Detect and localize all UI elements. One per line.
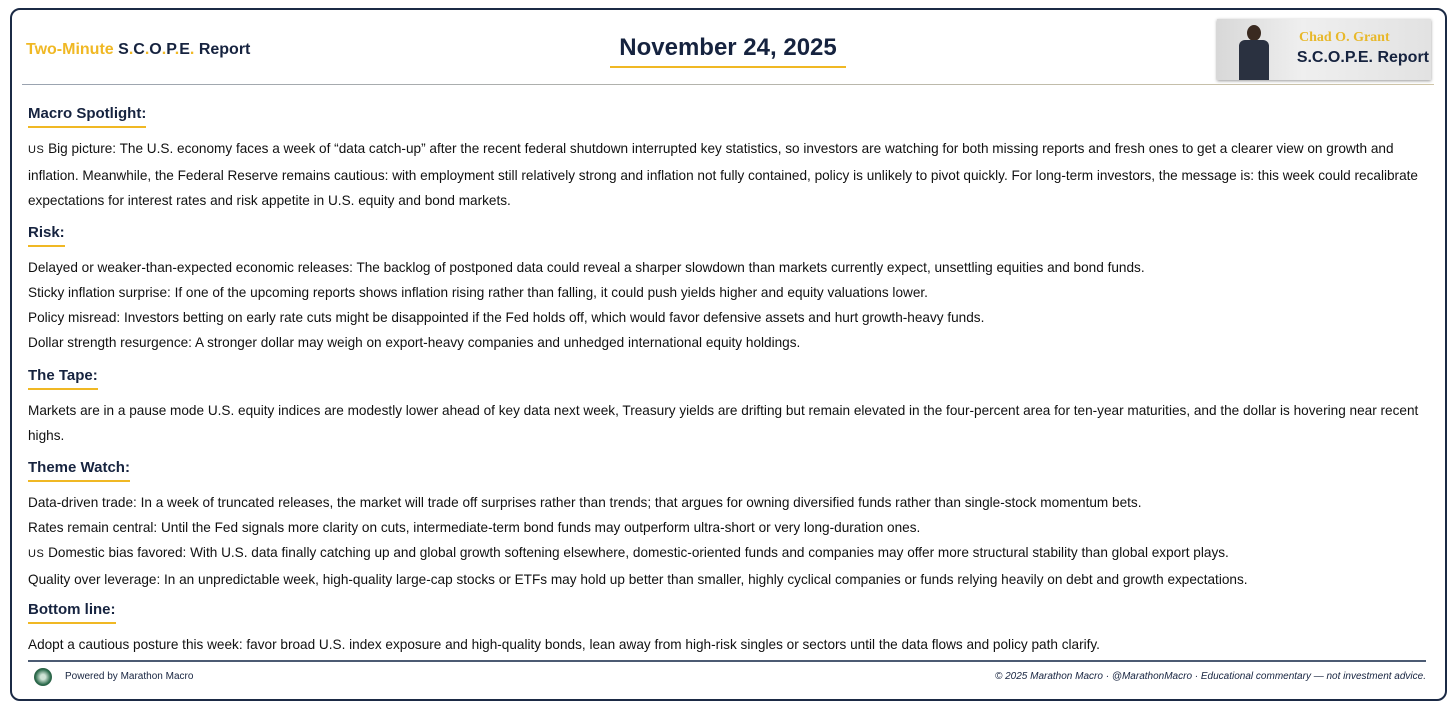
section-heading: Theme Watch:: [28, 459, 130, 482]
section-heading: Macro Spotlight:: [28, 105, 146, 128]
section-heading: Risk:: [28, 224, 65, 247]
section-theme-watch: [28, 459, 1430, 592]
section-paragraph: [28, 540, 1430, 567]
paragraph-text: Domestic bias favored: With U.S. data finally catching up and global growth softening elsewhere, domestic-oriented funds and companies may offer more structural stability than global export plays.: [48, 545, 1229, 560]
paragraph-text: Adopt a cautious posture this week: favor broad U.S. index exposure and high-quality bonds, lean away from high-risk singles or sectors until the data flows and policy path clarify.: [28, 637, 1100, 652]
brand-prefix: Two-Minute: [26, 41, 114, 58]
brand-title: [26, 41, 250, 59]
report-date: November 24, 2025: [610, 34, 846, 68]
us-flag-icon: US: [28, 548, 45, 560]
section-paragraph: [28, 136, 1430, 213]
section-macro-spotlight: [28, 105, 1430, 213]
paragraph-text: Big picture: The U.S. economy faces a week of “data catch-up” after the recent federal shutdown interrupted key statistics, so investors are watching for both missing reports and fresh ones to get a clearer view on growth and inflation. Meanwhile, the Federal Reserve remains cautious: with employment still relatively strong and inflation not fully contained, policy is unlikely to pivot quickly. For long-term investors, the message is: this week could recalibrate expectations for interest rates and risk appetite in U.S. equity and bond markets.: [28, 141, 1418, 208]
section-paragraph: [28, 515, 1430, 540]
brand-suffix: Report: [198, 41, 251, 58]
section-paragraph: [28, 280, 1430, 305]
paragraph-text: Data-driven trade: In a week of truncated releases, the market will trade off surprises rather than trends; that argues for owning diversified funds rather than single-stock momentum bets.: [28, 495, 1142, 510]
author-logo: [1217, 19, 1431, 80]
paragraph-text: Sticky inflation surprise: If one of the upcoming reports shows inflation rising rather than falling, it could push yields higher and equity valuations lower.: [28, 285, 928, 300]
section-risk: [28, 224, 1430, 355]
section-paragraph: [28, 255, 1430, 280]
section-paragraph: [28, 398, 1430, 448]
section-paragraph: [28, 490, 1430, 515]
section-the-tape: [28, 367, 1430, 448]
copyright: © 2025 Marathon Macro · @MarathonMacro · Educational commentary — not investment advice.: [994, 671, 1426, 682]
powered-by: Powered by Marathon Macro: [65, 671, 194, 682]
logo-title: S.C.O.P.E. Report: [1296, 49, 1429, 66]
paragraph-text: Rates remain central: Until the Fed signals more clarity on cuts, intermediate-term bond funds may outperform ultra-short or very long-duration ones.: [28, 520, 921, 535]
paragraph-text: Markets are in a pause mode U.S. equity indices are modestly lower ahead of key data next week, Treasury yields are drifting but remain elevated in the four-percent area for ten-year maturities, and the dollar is hovering near recent highs.: [28, 403, 1419, 443]
paragraph-text: Delayed or weaker-than-expected economic releases: The backlog of postponed data could reveal a sharper slowdown than markets currently expect, unsettling equities and bond funds.: [28, 260, 1145, 275]
section-paragraph: [28, 632, 1430, 657]
header-divider: [22, 84, 1434, 85]
logo-name: Chad O. Grant: [1299, 30, 1390, 45]
brand-scope: S.C.O.P.E.: [118, 41, 195, 58]
us-flag-icon: US: [28, 144, 45, 156]
paragraph-text: Dollar strength resurgence: A stronger dollar may weigh on export-heavy companies and unhedged international equity holdings.: [28, 335, 801, 350]
footer-divider: [28, 660, 1426, 662]
section-heading: Bottom line:: [28, 601, 116, 624]
paragraph-text: Quality over leverage: In an unpredictable week, high-quality large-cap stocks or ETFs may hold up better than smaller, highly cyclical companies or funds relying heavily on debt and growth expectations.: [28, 572, 1248, 587]
section-heading: The Tape:: [28, 367, 98, 390]
paragraph-text: Policy misread: Investors betting on early rate cuts might be disappointed if the Fed holds off, which would favor defensive assets and hurt growth-heavy funds.: [28, 310, 985, 325]
marathon-macro-logo-icon: [34, 668, 52, 686]
section-paragraph: [28, 567, 1430, 592]
section-paragraph: [28, 330, 1430, 355]
section-paragraph: [28, 305, 1430, 330]
section-bottom-line: [28, 601, 1430, 657]
